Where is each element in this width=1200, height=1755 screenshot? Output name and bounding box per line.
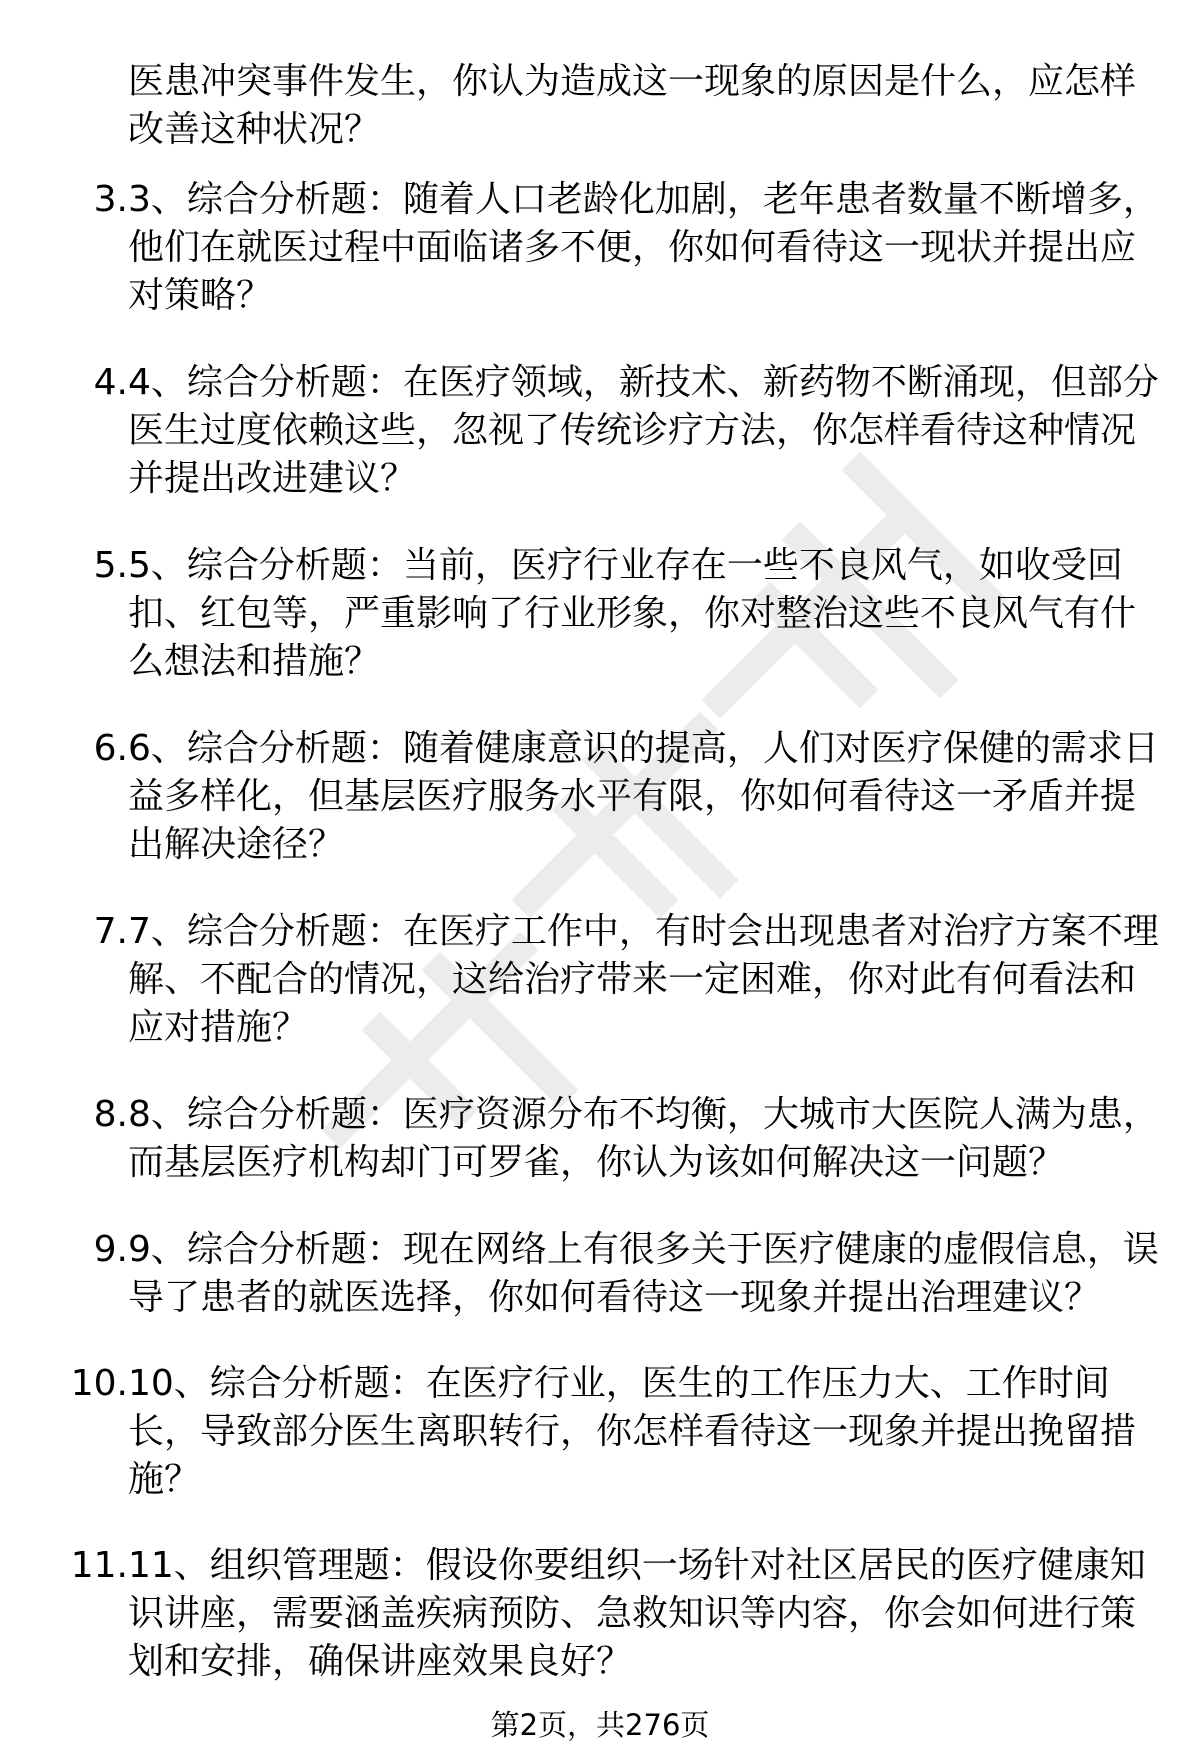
page-number: 第2页，共276页	[490, 1708, 710, 1742]
list-item-number: 6.	[93, 728, 128, 769]
list-item-text: 6、综合分析题：随着健康意识的提高，人们对医疗保健的需求日益多样化，但基层医疗服务水平有限，你如何看待这一矛盾并提出解决途径？	[128, 728, 1159, 865]
list-item-number: 10.	[70, 1363, 128, 1404]
list-item-text: 4、综合分析题：在医疗领域，新技术、新药物不断涌现，但部分医生过度依赖这些，忽视了传统诊疗方法，你怎样看待这种情况并提出改进建议？	[128, 362, 1159, 499]
continuation-text: 医患冲突事件发生，你认为造成这一现象的原因是什么，应怎样改善这种状况？	[128, 61, 1137, 150]
list-item-number: 9.	[93, 1229, 128, 1270]
list-item-number: 7.	[93, 911, 128, 952]
list-item-text: 5、综合分析题：当前，医疗行业存在一些不良风气，如收受回扣、红包等，严重影响了行业形象，你对整治这些不良风气有什么想法和措施？	[128, 545, 1137, 682]
list-item-number: 11.	[70, 1545, 128, 1586]
list-item-text: 7、综合分析题：在医疗工作中，有时会出现患者对治疗方案不理解、不配合的情况，这给治疗带来一定困难，你对此有何看法和应对措施？	[128, 911, 1159, 1048]
list-item-text: 9、综合分析题：现在网络上有很多关于医疗健康的虚假信息，误导了患者的就医选择，你如何看待这一现象并提出治理建议？	[128, 1229, 1159, 1318]
list-item-number: 8.	[93, 1094, 128, 1135]
list-item-number: 5.	[93, 545, 128, 586]
list-item-text: 11、组织管理题：假设你要组织一场针对社区居民的医疗健康知识讲座，需要涵盖疾病预防、急救知识等内容，你会如何进行策划和安排，确保讲座效果良好？	[128, 1545, 1146, 1682]
list-item-text: 10、综合分析题：在医疗行业，医生的工作压力大、工作时间长，导致部分医生离职转行，你怎样看待这一现象并提出挽留措施？	[128, 1363, 1137, 1500]
list-item-text: 8、综合分析题：医疗资源分布不均衡，大城市大医院人满为患，而基层医疗机构却门可罗雀，你认为该如何解决这一问题？	[128, 1094, 1159, 1183]
list-item-number: 3.	[93, 179, 128, 220]
list-item-text: 3、综合分析题：随着人口老龄化加剧，老年患者数量不断增多，他们在就医过程中面临诸多不便，你如何看待这一现状并提出应对策略？	[128, 179, 1159, 316]
list-item-number: 4.	[93, 362, 128, 403]
